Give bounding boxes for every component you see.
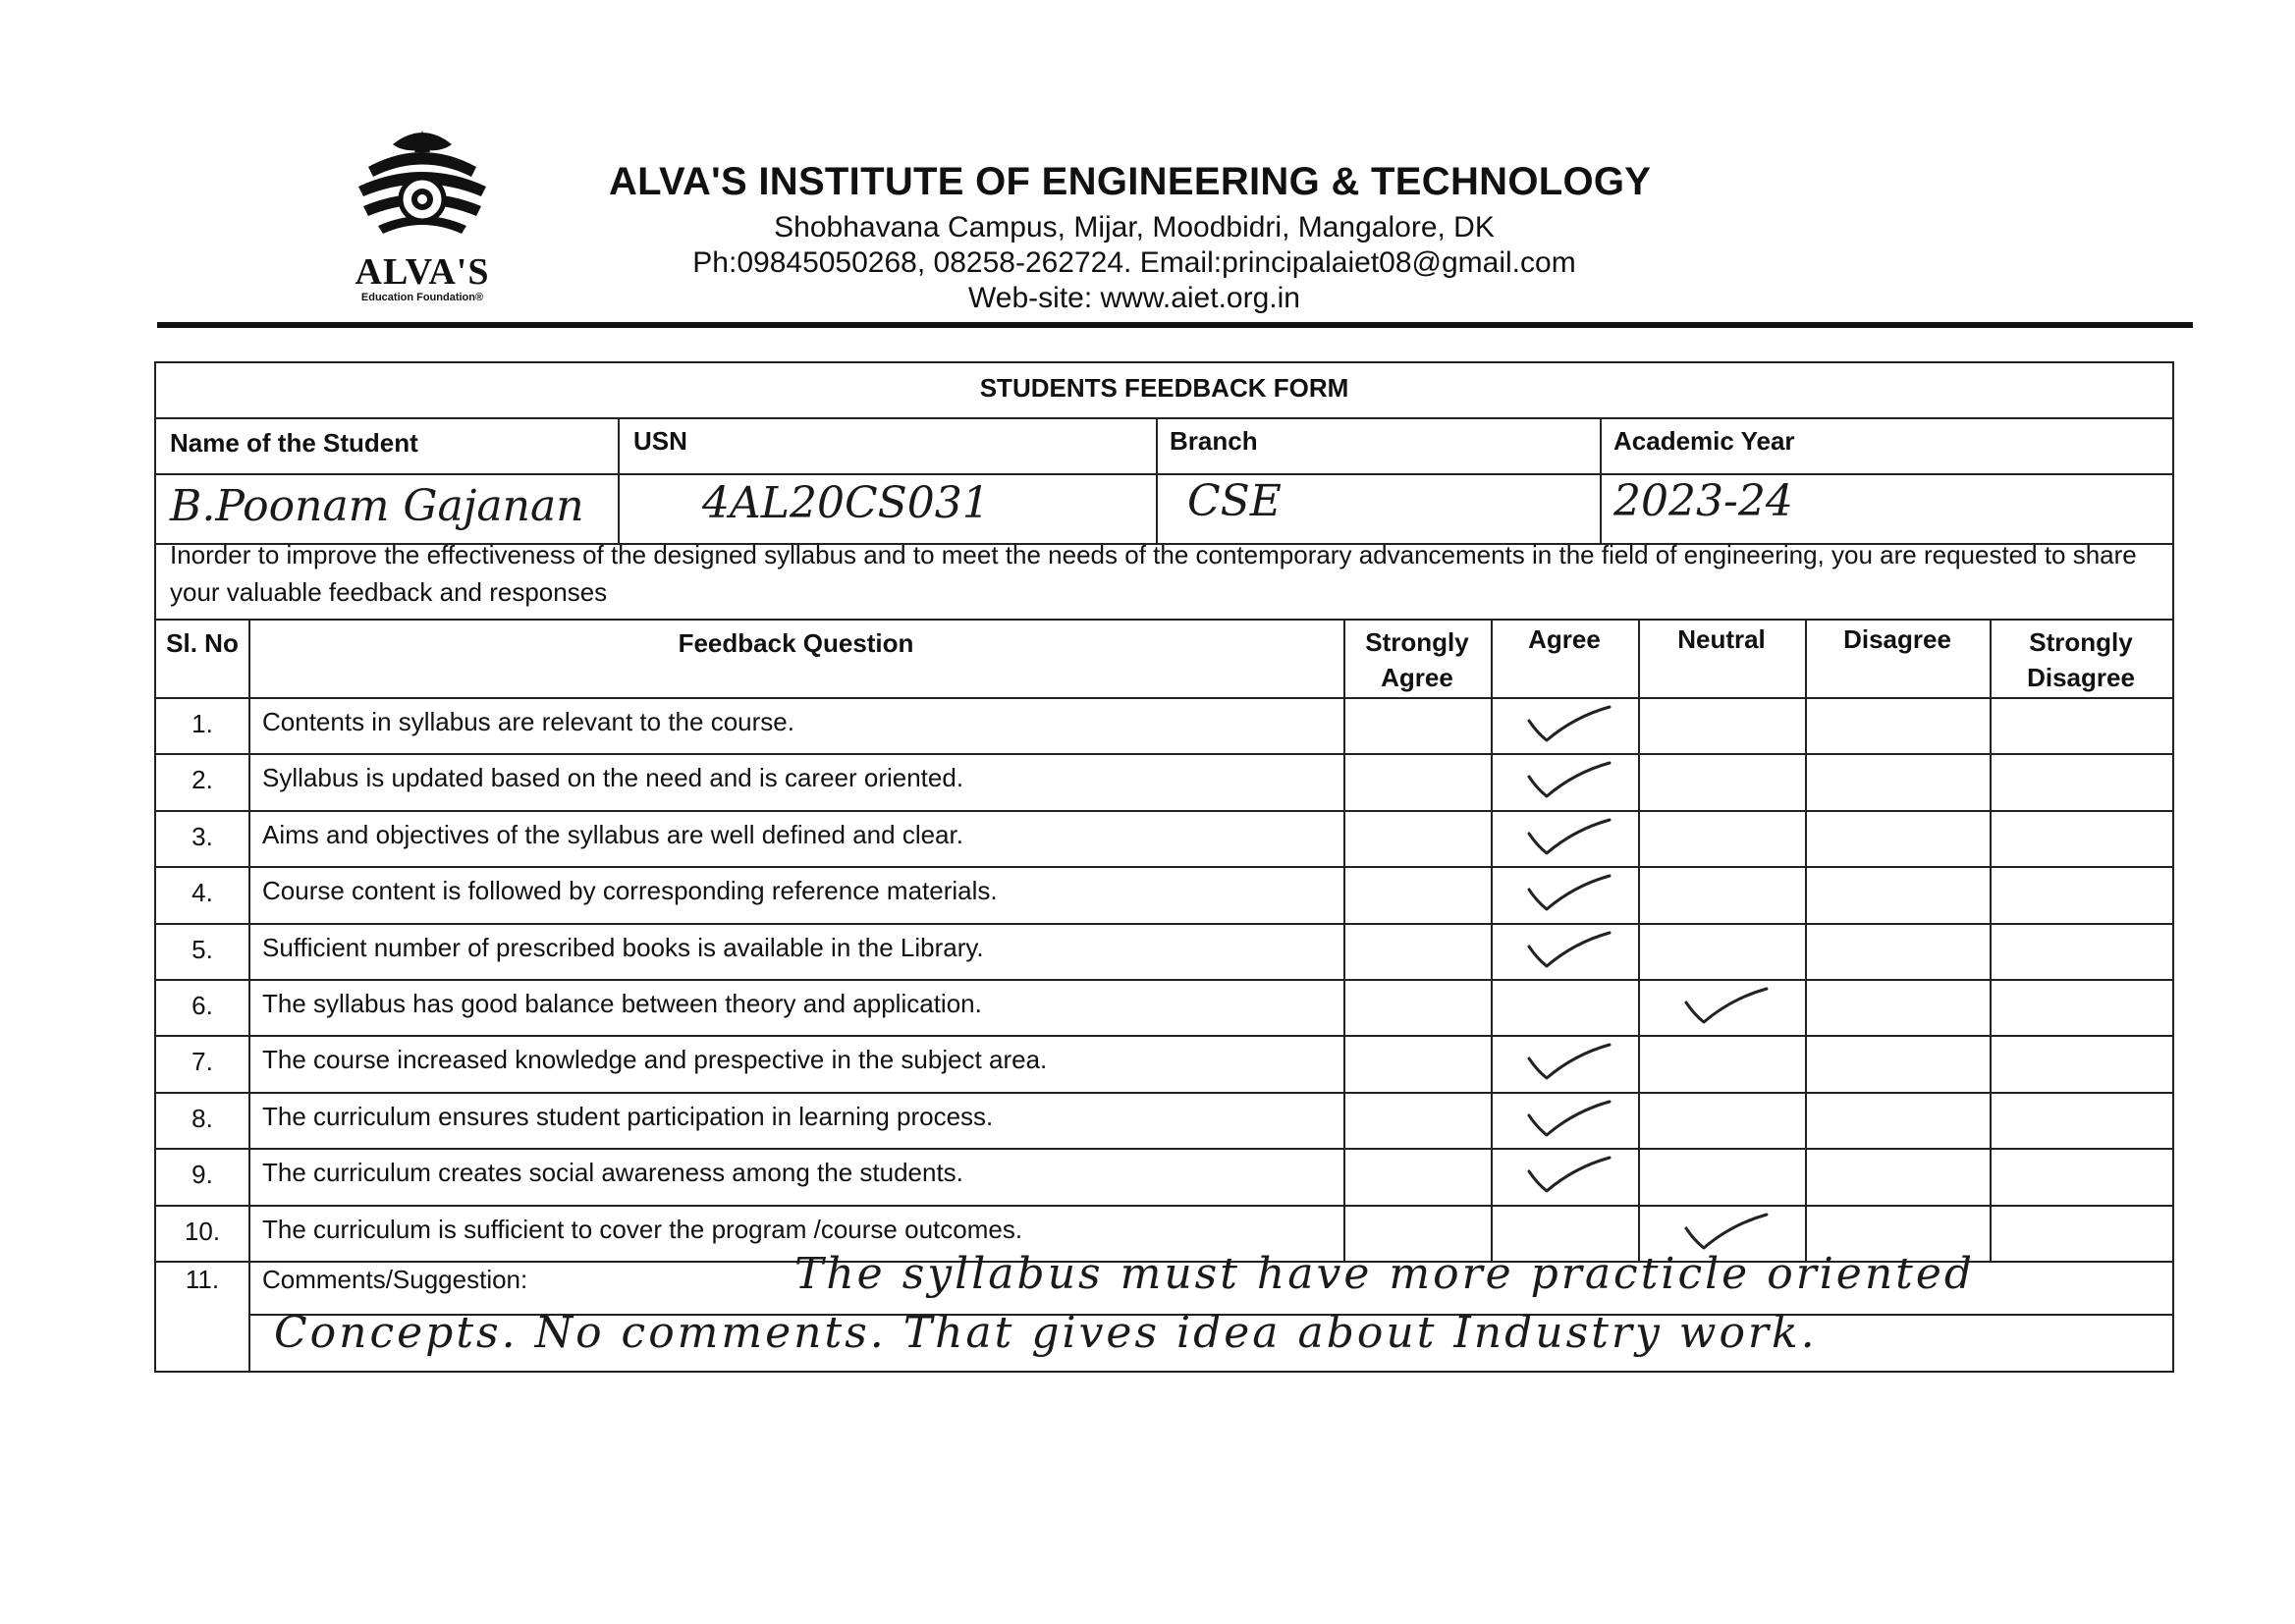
- institute-website: Web-site: www.aiet.org.in: [968, 282, 1300, 314]
- form-intro: Inorder to improve the effectiveness of the designed syllabus and to meet the needs of the contemporary advancements in the field of engineering, you are requested to share your valuable feedback and responses: [170, 540, 2137, 607]
- question-text: The course increased knowledge and prespective in the subject area.: [262, 1045, 1048, 1075]
- question-number: 1.: [191, 709, 213, 738]
- question-text: Sufficient number of prescribed books is available in the Library.: [262, 932, 984, 962]
- col-header-strongly-disagree: [1990, 624, 2172, 695]
- col-header-agree: Agree: [1528, 624, 1601, 654]
- col-header-strongly-agree-line1: Strongly: [1365, 627, 1469, 657]
- col-header-strongly-disagree-line1: Strongly: [2029, 627, 2133, 657]
- response-checkmark-icon[interactable]: [1525, 1098, 1613, 1141]
- comments-slno: 11.: [185, 1265, 220, 1294]
- comments-label: Comments/Suggestion:: [262, 1265, 528, 1294]
- student-name-value[interactable]: B.Poonam Gajanan: [170, 481, 584, 531]
- institute-logo: [324, 123, 520, 309]
- form-title: STUDENTS FEEDBACK FORM: [979, 373, 1349, 403]
- response-checkmark-icon[interactable]: [1525, 872, 1613, 915]
- logo-text: ALVA'S: [355, 251, 490, 293]
- question-text: The syllabus has good balance between theory and application.: [262, 989, 982, 1018]
- col-header-neutral: Neutral: [1677, 624, 1766, 654]
- usn-value[interactable]: 4AL20CS031: [702, 478, 990, 528]
- question-text: Contents in syllabus are relevant to the course.: [262, 707, 794, 736]
- response-checkmark-icon[interactable]: [1525, 759, 1613, 802]
- col-header-strongly-agree-line2: Agree: [1381, 663, 1453, 692]
- branch-value[interactable]: CSE: [1187, 476, 1282, 526]
- col-header-strongly-disagree-line2: Disagree: [2027, 663, 2135, 692]
- lotus-emblem-icon: [324, 123, 520, 250]
- label-academic-year: Academic Year: [1613, 426, 1795, 456]
- comments-line1[interactable]: The syllabus must have more practicle oriented: [794, 1249, 1976, 1299]
- label-branch: Branch: [1170, 426, 1258, 456]
- label-usn: USN: [633, 426, 687, 456]
- question-number: 5.: [191, 934, 213, 964]
- question-text: Course content is followed by corresponding reference materials.: [262, 876, 998, 906]
- response-checkmark-icon[interactable]: [1525, 929, 1613, 972]
- feedback-form: [154, 361, 2174, 1373]
- question-text: The curriculum ensures student participation in learning process.: [262, 1101, 994, 1131]
- response-checkmark-icon[interactable]: [1525, 703, 1613, 746]
- response-checkmark-icon[interactable]: [1525, 816, 1613, 859]
- col-header-strongly-agree: [1343, 624, 1491, 695]
- response-checkmark-icon[interactable]: [1525, 1041, 1613, 1084]
- question-text: The curriculum creates social awareness among the students.: [262, 1158, 963, 1188]
- question-text: The curriculum is sufficient to cover the program /course outcomes.: [262, 1214, 1023, 1244]
- col-header-question: Feedback Question: [678, 628, 914, 658]
- question-text: Aims and objectives of the syllabus are well defined and clear.: [262, 819, 963, 849]
- col-header-disagree: Disagree: [1843, 624, 1951, 654]
- question-number: 4.: [191, 878, 213, 908]
- question-number: 6.: [191, 991, 213, 1020]
- academic-year-value[interactable]: 2023-24: [1613, 476, 1793, 526]
- comments-line2[interactable]: Concepts. No comments. That gives idea about Industry work.: [274, 1308, 1818, 1358]
- question-number: 2.: [191, 765, 213, 795]
- logo-subtext: Education Foundation®: [360, 292, 484, 303]
- question-number: 7.: [191, 1047, 213, 1077]
- question-number: 10.: [184, 1216, 221, 1246]
- question-text: Syllabus is updated based on the need and is career oriented.: [262, 763, 964, 793]
- response-checkmark-icon[interactable]: [1525, 1154, 1613, 1197]
- question-number: 9.: [191, 1160, 213, 1190]
- question-number: 8.: [191, 1103, 213, 1133]
- institute-address: Shobhavana Campus, Mijar, Moodbidri, Mangalore, DK: [774, 211, 1495, 244]
- label-student-name: Name of the Student: [170, 428, 418, 458]
- question-number: 3.: [191, 821, 213, 851]
- institute-name: ALVA'S INSTITUTE OF ENGINEERING & TECHNOLOGY: [609, 160, 1652, 203]
- response-checkmark-icon[interactable]: [1682, 985, 1771, 1028]
- col-header-slno: Sl. No: [166, 628, 239, 658]
- response-checkmark-icon[interactable]: [1682, 1211, 1771, 1254]
- header-divider: [157, 322, 2193, 328]
- institute-contact: Ph:09845050268, 08258-262724. Email:principalaiet08@gmail.com: [692, 246, 1576, 279]
